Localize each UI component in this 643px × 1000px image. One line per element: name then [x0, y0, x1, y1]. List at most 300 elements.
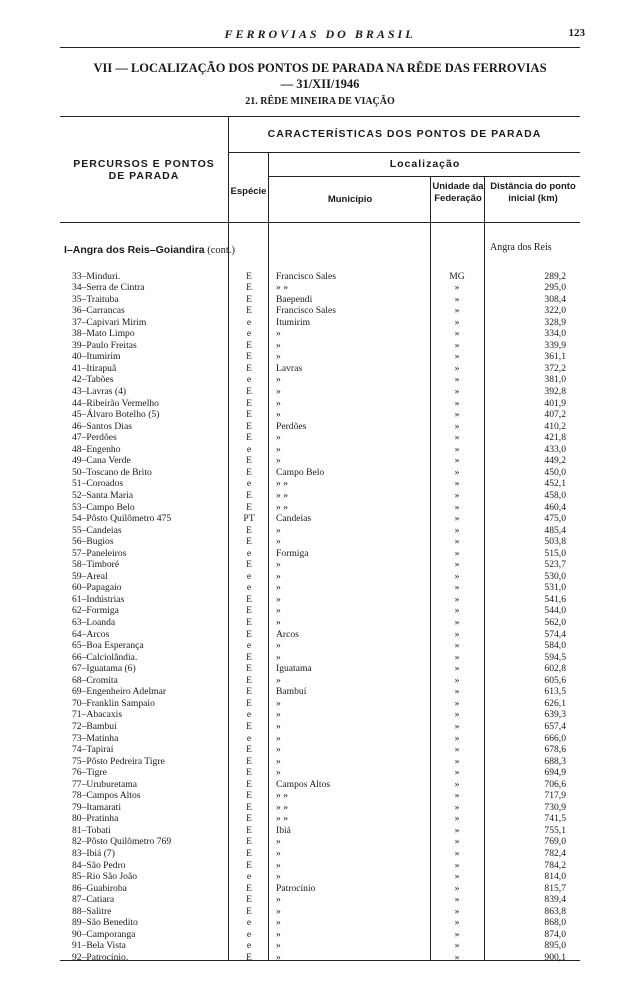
- stop-name: 38–Mato Limpo: [72, 328, 135, 340]
- municipality: »: [276, 536, 281, 548]
- distance-km: 392,8: [544, 386, 566, 397]
- distance-km: 328,9: [544, 316, 566, 328]
- municipality: »: [276, 836, 281, 848]
- state: »: [454, 732, 460, 744]
- stop-type: e: [246, 917, 252, 929]
- state: »: [454, 951, 460, 963]
- municipality: Candeias: [276, 513, 312, 525]
- municipality: »: [276, 917, 281, 929]
- stop-type: e: [246, 478, 252, 490]
- table-row: [0, 559, 643, 571]
- stop-type: E: [246, 720, 252, 732]
- stop-name: 45–Álvaro Botelho (5): [72, 409, 160, 421]
- stop-type: E: [246, 755, 252, 767]
- state: »: [454, 917, 460, 929]
- section-title: VII — LOCALIZAÇÃO DOS PONTOS DE PARADA NA RÊDE DAS FERROVIAS: [93, 61, 547, 75]
- state: »: [454, 686, 460, 698]
- municipality: »: [276, 559, 281, 571]
- state: »: [454, 755, 460, 767]
- distance-km: 531,0: [544, 582, 566, 594]
- stop-type: e: [246, 928, 252, 940]
- stop-name: 80–Pratinha: [72, 813, 119, 825]
- stop-type: E: [246, 605, 252, 617]
- stop-name: 88–Salitre: [72, 905, 112, 917]
- municipality: Ibiá: [276, 824, 291, 836]
- state: »: [454, 582, 460, 594]
- distance-km: 874,0: [544, 928, 566, 940]
- distance-km: 289,2: [544, 270, 566, 282]
- distance-km: 602,8: [544, 663, 566, 675]
- stop-type: E: [246, 686, 252, 698]
- stop-name: 36–Carrancas: [72, 305, 125, 317]
- stop-name: 70–Franklin Sampaio: [72, 697, 155, 709]
- state: »: [454, 559, 460, 571]
- municipality: Lavras: [276, 362, 303, 374]
- distance-km: 308,4: [544, 293, 566, 305]
- page-number: 123: [568, 27, 585, 39]
- stop-name: 61–Indústrias: [72, 593, 125, 605]
- distance-km: 706,6: [544, 778, 566, 790]
- state: »: [454, 328, 460, 340]
- distance-km: 458,0: [544, 489, 566, 501]
- stop-name: 87–Catiara: [72, 894, 115, 906]
- table-row: [0, 513, 643, 525]
- municipality: »: [276, 397, 281, 409]
- table-row: [0, 906, 643, 918]
- table-row: [0, 675, 643, 687]
- table-row: [0, 767, 643, 779]
- localizacao-rule: [268, 176, 580, 177]
- stop-type: e: [246, 328, 252, 340]
- state: »: [454, 443, 460, 455]
- stop-type: E: [246, 628, 252, 640]
- distance-km: 562,0: [544, 617, 566, 628]
- state: »: [454, 282, 460, 294]
- table-row: [0, 502, 643, 514]
- municipality: »: [276, 859, 281, 871]
- stop-type: e: [246, 570, 252, 582]
- distance-km: 730,9: [544, 801, 566, 813]
- distance-km: 407,2: [544, 409, 566, 421]
- col-header-route: PERCURSOS E PONTOS DE PARADA: [73, 158, 215, 182]
- distance-km: 613,5: [544, 686, 566, 698]
- table-row: [0, 860, 643, 872]
- state: »: [454, 790, 460, 802]
- stop-type: E: [246, 824, 252, 836]
- municipality: »: [276, 767, 281, 779]
- distance-km: 475,0: [544, 513, 566, 525]
- table-row: [0, 894, 643, 906]
- distance-km: 626,1: [544, 697, 566, 709]
- table-row: [0, 282, 643, 294]
- stop-type: E: [246, 305, 252, 317]
- state: »: [454, 778, 460, 790]
- railway-subtitle: 21. RÊDE MINEIRA DE VIAÇÃO: [245, 96, 395, 107]
- municipality: »: [276, 640, 281, 652]
- state: »: [454, 513, 460, 525]
- state: »: [454, 524, 460, 536]
- table-row: [0, 571, 643, 583]
- table-row: [0, 340, 643, 352]
- distance-km: 868,0: [544, 917, 566, 929]
- table-row: [0, 536, 643, 548]
- table-row: [0, 629, 643, 641]
- table-row: [0, 421, 643, 433]
- state: »: [454, 409, 460, 421]
- table-row: [0, 640, 643, 652]
- municipality: »: [276, 593, 281, 605]
- distance-km: 900,1: [544, 951, 566, 963]
- stop-type: E: [246, 432, 252, 444]
- table-row: [0, 305, 643, 317]
- municipality: » »: [276, 790, 288, 802]
- municipality: Baependi: [276, 293, 313, 305]
- municipality: »: [276, 905, 281, 917]
- municipality: Arcos: [276, 628, 299, 640]
- table-row: [0, 328, 643, 340]
- table-row: [0, 617, 643, 629]
- stop-type: E: [246, 697, 252, 709]
- state: »: [454, 848, 460, 859]
- stop-type: E: [246, 559, 252, 571]
- stop-name: 40–Itumirim: [72, 351, 121, 363]
- stop-type: E: [246, 524, 252, 536]
- state: »: [454, 501, 460, 513]
- stop-type: E: [246, 466, 252, 478]
- municipality: »: [276, 582, 281, 594]
- stop-type: E: [246, 859, 252, 871]
- municipality: » »: [276, 813, 288, 825]
- caract-rule: [228, 152, 580, 153]
- table-row: [0, 548, 643, 560]
- municipality: Francisco Sales: [276, 270, 336, 282]
- table-row: [0, 294, 643, 306]
- table-row: [0, 432, 643, 444]
- municipality: »: [276, 674, 281, 686]
- col-header-distancia: Distância do ponto inicial (km): [490, 181, 576, 204]
- stop-type: E: [246, 882, 252, 894]
- state: »: [454, 824, 460, 836]
- state: »: [454, 466, 460, 478]
- col-header-especie: Espécie: [230, 186, 267, 197]
- table-row: [0, 444, 643, 456]
- stop-name: 69–Engenheiro Adelmar: [72, 686, 167, 698]
- stop-name: 53–Campo Belo: [72, 501, 135, 513]
- state: »: [454, 547, 460, 559]
- state: »: [454, 813, 460, 825]
- stop-type: E: [246, 339, 252, 351]
- municipality: » »: [276, 282, 288, 294]
- state: »: [454, 420, 460, 432]
- state: »: [454, 316, 460, 328]
- distance-km: 401,9: [544, 397, 566, 409]
- stop-name: 39–Paulo Freitas: [72, 339, 137, 351]
- table-header-bottom-rule: [60, 222, 580, 223]
- stop-name: 76–Tigre: [72, 767, 107, 779]
- municipality: »: [276, 871, 281, 883]
- distance-km: 381,0: [544, 374, 566, 386]
- distance-km: 530,0: [544, 570, 566, 582]
- state: »: [454, 432, 460, 444]
- distance-km: 450,0: [544, 466, 566, 478]
- table-row: [0, 813, 643, 825]
- municipality: Patrocínio: [276, 882, 316, 894]
- stop-name: 58–Timboré: [72, 559, 120, 571]
- state: »: [454, 801, 460, 813]
- stop-name: 59–Areal: [72, 570, 108, 582]
- stop-type: e: [246, 582, 252, 594]
- stop-name: 75–Pôsto Pedreira Tigre: [72, 755, 165, 767]
- stop-type: e: [246, 374, 252, 386]
- distance-km: 814,0: [544, 871, 566, 883]
- distance-km: 334,0: [544, 328, 566, 340]
- stop-name: 89–São Benedito: [72, 917, 138, 929]
- stop-name: 51–Coroados: [72, 478, 124, 490]
- state: »: [454, 628, 460, 640]
- municipality: »: [276, 570, 281, 582]
- stop-name: 81–Tobati: [72, 824, 111, 836]
- distance-km: 541,6: [544, 593, 566, 605]
- state: »: [454, 478, 460, 490]
- municipality: Formiga: [276, 547, 309, 559]
- stop-type: e: [246, 709, 252, 721]
- municipality: »: [276, 709, 281, 721]
- stop-type: E: [246, 351, 252, 363]
- stop-type: E: [246, 801, 252, 813]
- stop-type: e: [246, 640, 252, 652]
- stop-name: 48–Engenho: [72, 443, 121, 455]
- municipality: »: [276, 744, 281, 756]
- stop-type: e: [246, 940, 252, 952]
- stop-type: E: [246, 894, 252, 906]
- state: »: [454, 905, 460, 917]
- table-row: [0, 848, 643, 860]
- stop-name: 85–Rio São João: [72, 871, 138, 883]
- stop-type: e: [246, 871, 252, 883]
- stop-name: 46–Santos Dias: [72, 420, 132, 432]
- stop-name: 68–Cromita: [72, 674, 118, 686]
- municipality: »: [276, 940, 281, 952]
- state: »: [454, 293, 460, 305]
- state: »: [454, 455, 460, 467]
- distance-km: 717,9: [544, 790, 566, 802]
- stop-type: E: [246, 409, 252, 421]
- stop-type: E: [246, 536, 252, 548]
- stop-type: PT: [243, 513, 255, 525]
- distance-km: 863,8: [544, 905, 566, 917]
- stop-name: 72–Bambuí: [72, 720, 117, 732]
- state: »: [454, 536, 460, 548]
- state: »: [454, 605, 460, 617]
- stop-type: E: [246, 813, 252, 825]
- stop-type: E: [246, 790, 252, 802]
- distance-km: 657,4: [544, 720, 566, 732]
- stop-type: e: [246, 316, 252, 328]
- municipality: Bambuí: [276, 686, 307, 698]
- table-row: [0, 698, 643, 710]
- stop-name: 43–Lavras (4): [72, 386, 127, 397]
- municipality: »: [276, 928, 281, 940]
- municipality: »: [276, 617, 281, 628]
- municipality: »: [276, 455, 281, 467]
- municipality: »: [276, 386, 281, 397]
- table-row: [0, 363, 643, 375]
- table-row: [0, 605, 643, 617]
- distance-km: 784,2: [544, 859, 566, 871]
- distance-km: 372,2: [544, 362, 566, 374]
- state: »: [454, 362, 460, 374]
- stop-type: E: [246, 848, 252, 859]
- route-label: I–Angra dos Reis–Goiandira: [64, 244, 205, 256]
- stop-name: 34–Serra de Cintra: [72, 282, 145, 294]
- state: »: [454, 859, 460, 871]
- table-row: [0, 317, 643, 329]
- table-row: [0, 455, 643, 467]
- distance-km: 485,4: [544, 524, 566, 536]
- stop-name: 44–Ribeirão Vermelho: [72, 397, 159, 409]
- stop-type: e: [246, 732, 252, 744]
- municipality: »: [276, 374, 281, 386]
- stop-name: 71–Abacaxis: [72, 709, 123, 721]
- table-row: [0, 825, 643, 837]
- state: »: [454, 489, 460, 501]
- municipality: » »: [276, 489, 288, 501]
- state: »: [454, 674, 460, 686]
- col-header-municipio: Município: [327, 194, 373, 205]
- distance-km: 452,1: [544, 478, 566, 490]
- state: »: [454, 651, 460, 663]
- table-row: [0, 386, 643, 398]
- col-header-uf: Unidade da Federação: [432, 181, 484, 204]
- stop-name: 67–Iguatama (6): [72, 663, 136, 675]
- state: »: [454, 940, 460, 952]
- stop-name: 66–Calciolândia.: [72, 651, 138, 663]
- stop-type: E: [246, 455, 252, 467]
- municipality: »: [276, 894, 281, 906]
- distance-km: 605,6: [544, 674, 566, 686]
- table-row: [0, 374, 643, 386]
- distance-km: 741,5: [544, 813, 566, 825]
- running-title: FERROVIAS DO BRASIL: [224, 27, 416, 41]
- municipality: » »: [276, 801, 288, 813]
- stop-type: E: [246, 501, 252, 513]
- table-row: [0, 478, 643, 490]
- stop-name: 49–Cana Verde: [72, 455, 131, 467]
- stop-name: 64–Arcos: [72, 628, 110, 640]
- stop-name: 60–Papagaio: [72, 582, 122, 594]
- running-header: [60, 27, 585, 47]
- state: »: [454, 640, 460, 652]
- table-row: [0, 733, 643, 745]
- municipality: »: [276, 951, 281, 963]
- state: »: [454, 570, 460, 582]
- distance-km: 584,0: [544, 640, 566, 652]
- table-row: [0, 525, 643, 537]
- table-row: [0, 883, 643, 895]
- stop-name: 35–Traituba: [72, 293, 119, 305]
- stop-name: 54–Pôsto Quilômetro 475: [72, 513, 172, 525]
- stop-type: E: [246, 744, 252, 756]
- stop-type: E: [246, 362, 252, 374]
- table-row: [0, 271, 643, 283]
- route-start-point: Angra dos Reis: [490, 242, 552, 253]
- header-rule: [60, 47, 580, 48]
- stop-type: E: [246, 420, 252, 432]
- stop-type: E: [246, 397, 252, 409]
- municipality: Perdões: [276, 420, 307, 432]
- stop-type: E: [246, 663, 252, 675]
- stop-name: 56–Bugios: [72, 536, 114, 548]
- stop-name: 52–Santa Maria: [72, 489, 134, 501]
- table-row: [0, 940, 643, 952]
- municipality: » »: [276, 478, 288, 490]
- distance-km: 694,9: [544, 767, 566, 779]
- stop-type: E: [246, 674, 252, 686]
- route-heading: [64, 244, 235, 256]
- stop-name: 83–Ibiá (7): [72, 848, 115, 859]
- state: »: [454, 386, 460, 397]
- stop-name: 47–Perdões: [72, 432, 117, 444]
- state: »: [454, 397, 460, 409]
- table-row: [0, 594, 643, 606]
- distance-km: 895,0: [544, 940, 566, 952]
- stop-name: 57–Paneleiros: [72, 547, 127, 559]
- table-top-rule: [60, 116, 580, 117]
- table-row: [0, 351, 643, 363]
- state: »: [454, 617, 460, 628]
- distance-km: 449,2: [544, 455, 566, 467]
- section-title-date: — 31/XII/1946: [280, 77, 360, 91]
- municipality: »: [276, 524, 281, 536]
- stop-name: 50–Toscano de Brito: [72, 466, 152, 478]
- stop-name: 90–Camporanga: [72, 928, 136, 940]
- table-row: [0, 917, 643, 929]
- route-suffix: (cont.): [207, 245, 235, 256]
- distance-km: 678,6: [544, 744, 566, 756]
- stop-type: E: [246, 593, 252, 605]
- municipality: »: [276, 351, 281, 363]
- distance-km: 322,0: [544, 305, 566, 317]
- table-row: [0, 802, 643, 814]
- stop-name: 82–Pôsto Quilômetro 769: [72, 836, 172, 848]
- table-row: [0, 582, 643, 594]
- state: »: [454, 882, 460, 894]
- state: »: [454, 663, 460, 675]
- stop-name: 84–São Pedro: [72, 859, 126, 871]
- distance-km: 782,4: [544, 848, 566, 859]
- municipality: »: [276, 432, 281, 444]
- table-row: [0, 409, 643, 421]
- state: »: [454, 928, 460, 940]
- municipality: »: [276, 328, 281, 340]
- table-row: [0, 398, 643, 410]
- stop-type: E: [246, 905, 252, 917]
- municipality: »: [276, 720, 281, 732]
- state: »: [454, 351, 460, 363]
- state: »: [454, 720, 460, 732]
- municipality: »: [276, 443, 281, 455]
- municipality: » »: [276, 501, 288, 513]
- stop-type: e: [246, 443, 252, 455]
- distance-km: 815,7: [544, 882, 566, 894]
- stop-name: 74–Tapiraí: [72, 744, 114, 756]
- stop-type: E: [246, 778, 252, 790]
- stop-name: 55–Candeias: [72, 524, 122, 536]
- distance-km: 839,4: [544, 894, 566, 906]
- state: »: [454, 339, 460, 351]
- state: »: [454, 836, 460, 848]
- distance-km: 688,3: [544, 755, 566, 767]
